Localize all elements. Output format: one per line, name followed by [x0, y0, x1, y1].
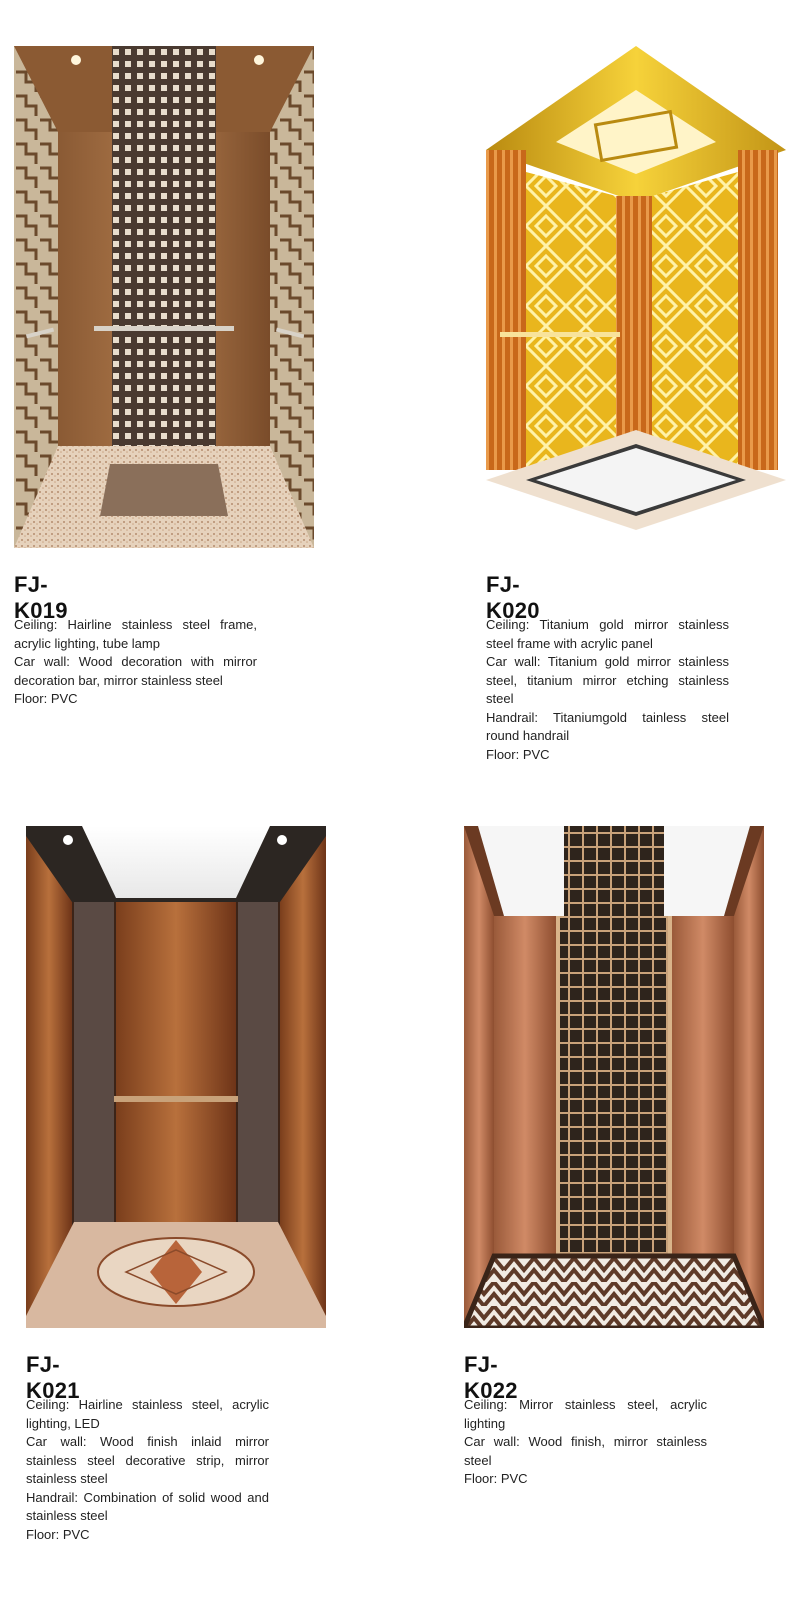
elevator-image-fj-k020 — [486, 46, 786, 548]
spec-car-wall: Car wall: Wood finish inlaid mirror stainless steel decorative strip, mirror stainless steel — [26, 1434, 269, 1486]
model-description — [486, 616, 729, 764]
model-code: FJ-K021 — [26, 1352, 80, 1403]
spec-ceiling: Ceiling: Mirror stainless steel, acrylic lighting — [464, 1397, 707, 1431]
model-code: FJ-K020 — [486, 572, 540, 623]
spec-floor: Floor: PVC — [26, 1526, 90, 1542]
spec-car-wall: Car wall: Wood decoration with mirror decoration bar, mirror stainless steel — [14, 654, 257, 688]
model-description — [26, 1396, 269, 1544]
spec-handrail: Handrail: Combination of solid wood and stainless steel — [26, 1489, 269, 1523]
spec-ceiling: Ceiling: Titanium gold mirror stainless steel frame with acrylic panel — [486, 617, 729, 651]
spec-floor: Floor: PVC — [14, 691, 78, 706]
model-description — [464, 1396, 707, 1489]
spec-ceiling: Ceiling: Hairline stainless steel frame, acrylic lighting, tube lamp — [14, 617, 257, 651]
model-description — [14, 616, 257, 709]
model-code: FJ-K019 — [14, 572, 68, 623]
spec-ceiling: Ceiling: Hairline stainless steel, acrylic lighting, LED — [26, 1397, 269, 1431]
spec-car-wall: Car wall: Wood finish, mirror stainless steel — [464, 1434, 707, 1468]
elevator-image-fj-k022 — [464, 826, 764, 1328]
spec-handrail: Handrail: Titaniumgold tainless steel round handrail — [486, 709, 729, 743]
spec-floor: Floor: PVC — [464, 1471, 528, 1486]
spec-car-wall: Car wall: Titanium gold mirror stainless steel, titanium mirror etching stainless steel — [486, 654, 729, 706]
spec-floor: Floor: PVC — [486, 746, 550, 762]
elevator-image-fj-k019 — [14, 46, 314, 548]
elevator-image-fj-k021 — [26, 826, 326, 1328]
model-code: FJ-K022 — [464, 1352, 518, 1403]
